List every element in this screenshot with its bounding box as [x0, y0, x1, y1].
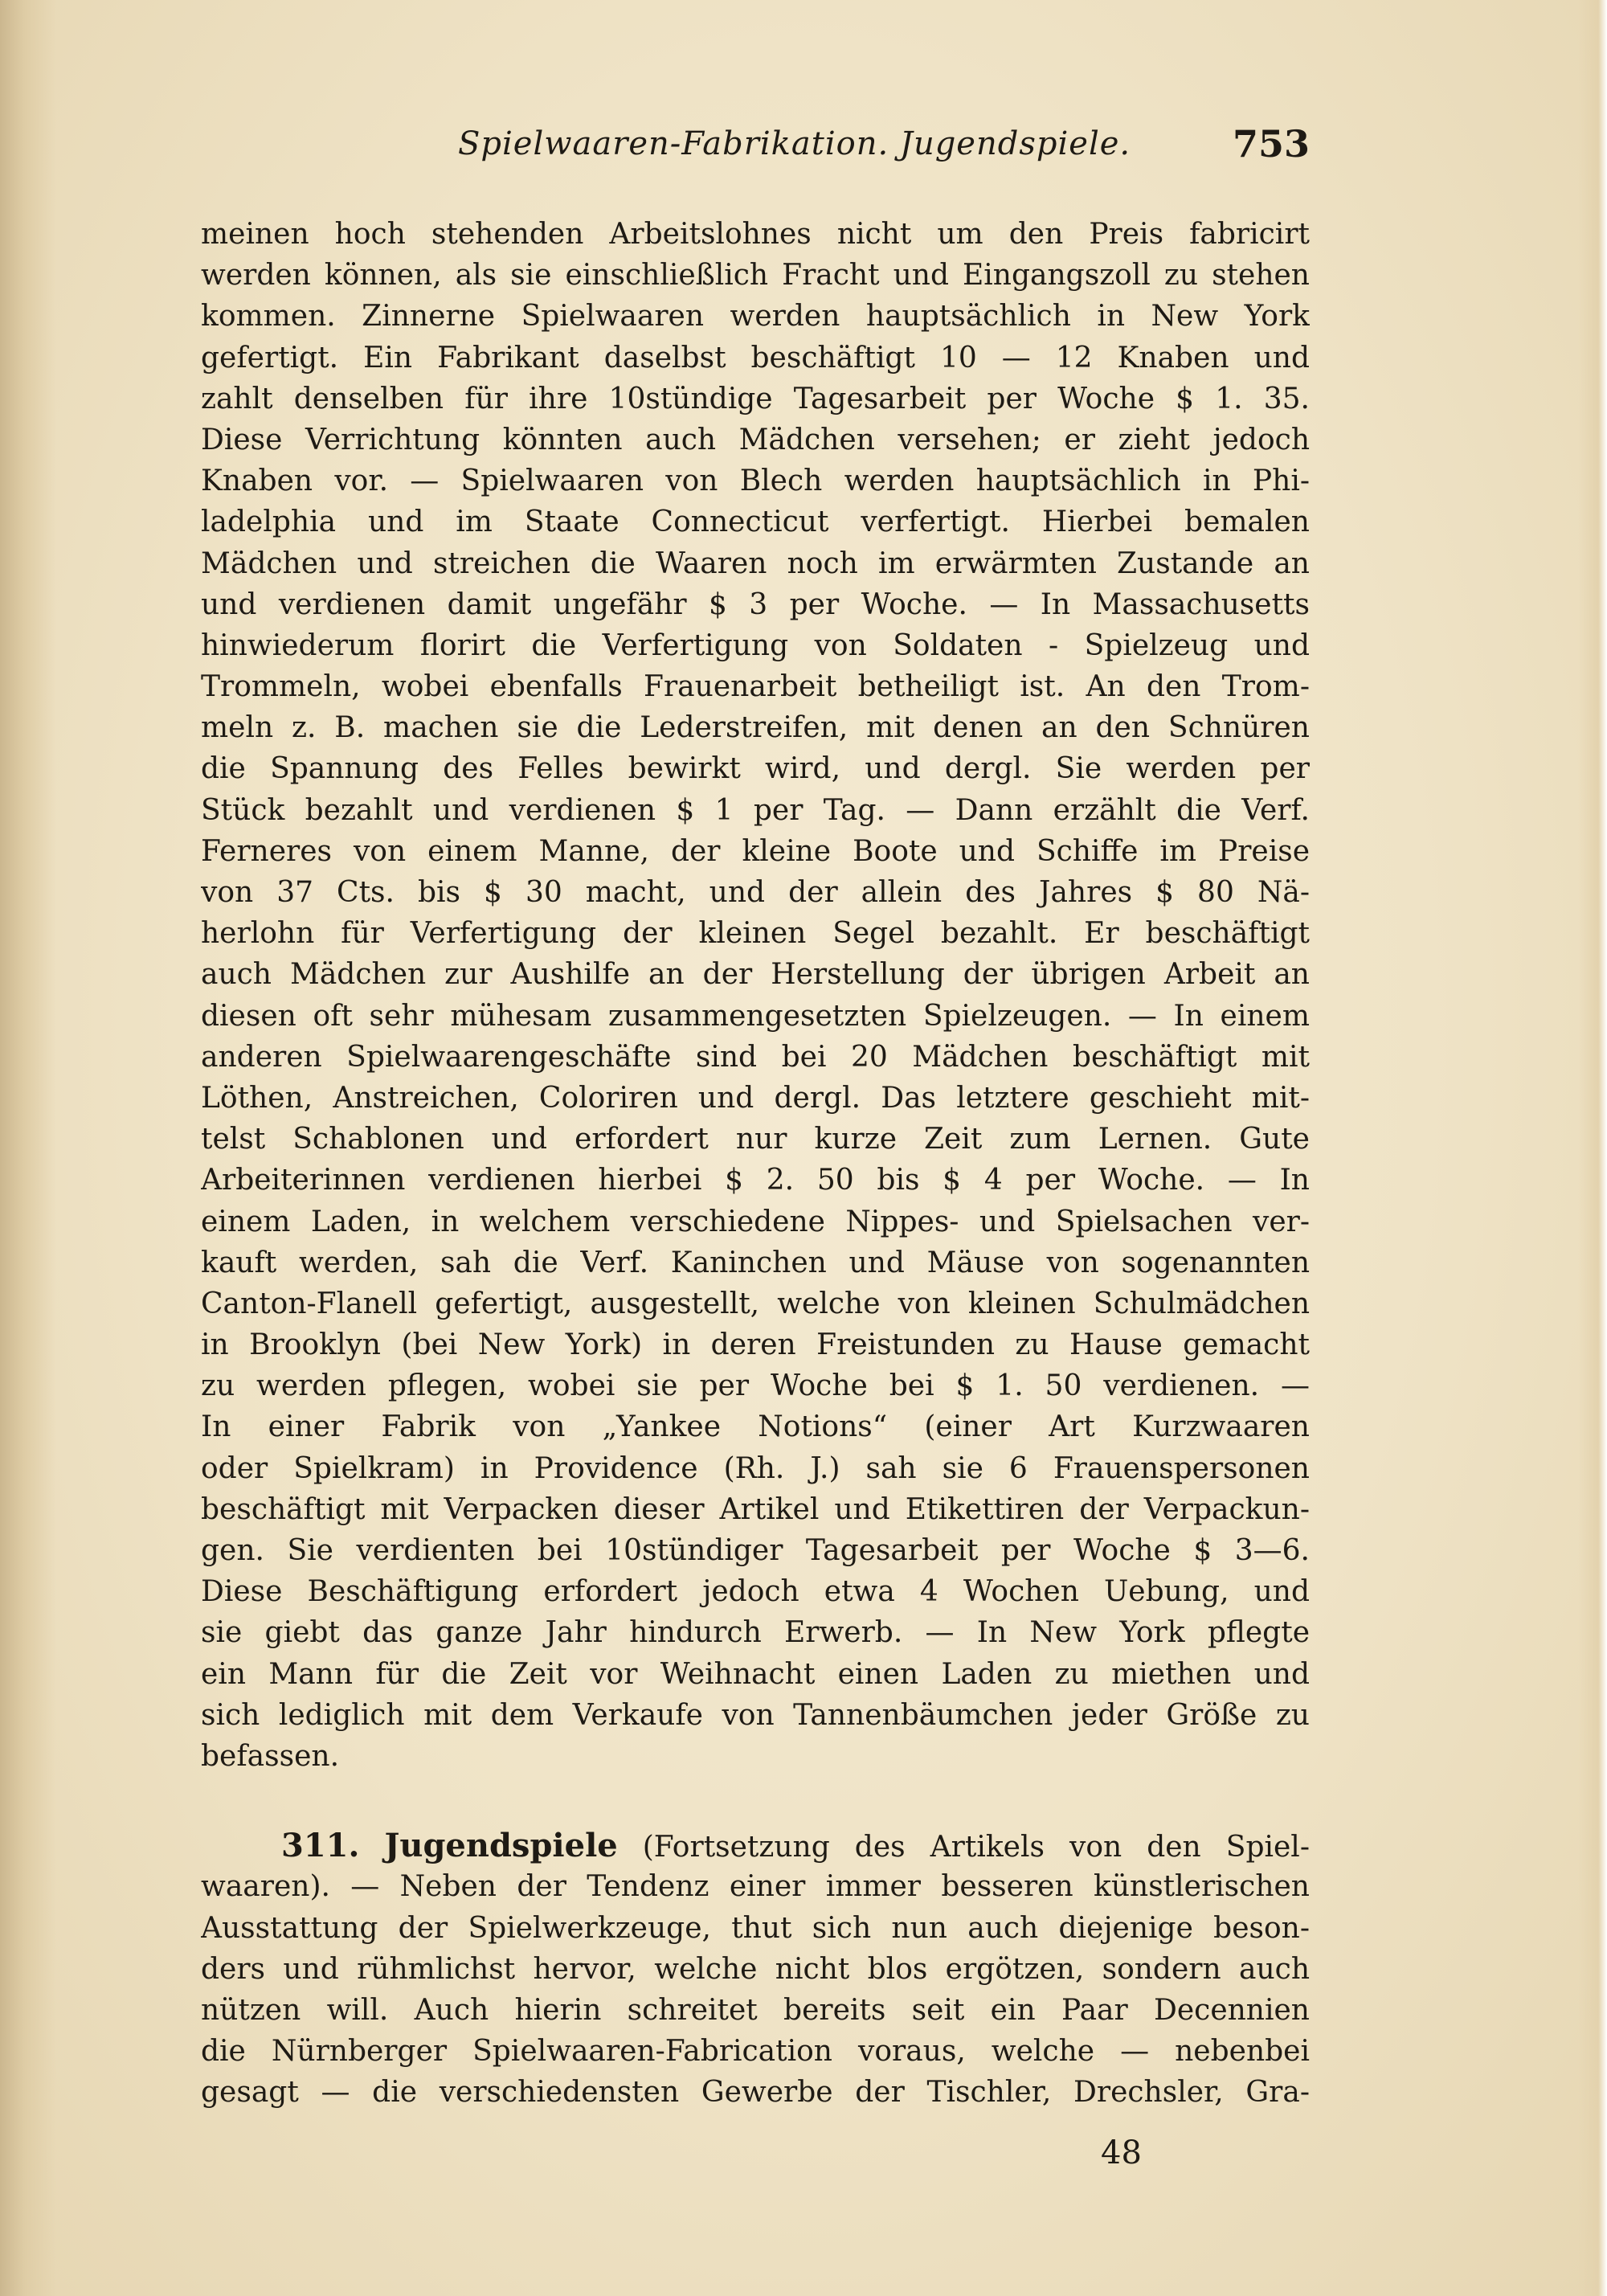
page-number: 753 — [1232, 122, 1310, 166]
text-line: waaren). — Neben der Tendenz einer immer besseren künstlerischen — [201, 1870, 1310, 1904]
gutter-shadow — [0, 0, 56, 2296]
text-line: die Spannung des Felles bewirkt wird, und dergl. Sie werden per — [201, 752, 1310, 786]
text-line: Trommeln, wobei ebenfalls Frauenarbeit betheiligt ist. An den Trom- — [201, 670, 1310, 704]
text-line: In einer Fabrik von „Yankee Notions“ (einer Art Kurzwaaren — [201, 1410, 1310, 1444]
text-line: kommen. Zinnerne Spielwaaren werden hauptsächlich in New York — [201, 300, 1310, 334]
section-title: Jugendspiele — [384, 1827, 618, 1865]
text-line: werden können, als sie einschließlich Fracht und Eingangszoll zu stehen — [201, 259, 1310, 293]
text-line: gen. Sie verdienten bei 10stündiger Tagesarbeit per Woche $ 3—6. — [201, 1534, 1310, 1567]
section-heading-line — [201, 1825, 1310, 1866]
text-line: ein Mann für die Zeit vor Weihnacht einen Laden zu miethen und — [201, 1657, 1310, 1691]
section-gap — [201, 1777, 1310, 1825]
printer-signature: 48 — [1101, 2134, 1142, 2171]
text-line: von 37 Cts. bis $ 30 macht, und der allein des Jahres $ 80 Nä- — [201, 876, 1310, 909]
text-line: sich lediglich mit dem Verkaufe von Tannenbäumchen jeder Größe zu — [201, 1698, 1310, 1732]
text-line: kauft werden, sah die Verf. Kaninchen und Mäuse von sogenannten — [201, 1246, 1310, 1279]
text-line: auch Mädchen zur Aushilfe an der Herstellung der übrigen Arbeit an — [201, 958, 1310, 992]
text-line: einem Laden, in welchem verschiedene Nippes- und Spielsachen ver- — [201, 1205, 1310, 1238]
text-line: nützen will. Auch hierin schreitet bereits seit ein Paar Decennien — [201, 1993, 1310, 2027]
text-line: herlohn für Verfertigung der kleinen Segel bezahlt. Er beschäftigt — [201, 917, 1310, 951]
text-line: sie giebt das ganze Jahr hindurch Erwerb. — In New York pflegte — [201, 1616, 1310, 1650]
text-line: hinwiederum florirt die Verfertigung von Soldaten - Spielzeug und — [201, 628, 1310, 662]
section-heading-rest: (Fortsetzung des Artikels von den Spiel- — [642, 1831, 1310, 1864]
text-line: ladelphia und im Staate Connecticut verfertigt. Hierbei bemalen — [201, 505, 1310, 539]
text-line: Knaben vor. — Spielwaaren von Blech werden hauptsächlich in Phi- — [201, 465, 1310, 498]
text-line: beschäftigt mit Verpacken dieser Artikel und Etikettiren der Verpackun- — [201, 1492, 1310, 1526]
section-number: 311. — [281, 1827, 360, 1865]
text-line: diesen oft sehr mühesam zusammengesetzten Spielzeugen. — In einem — [201, 999, 1310, 1033]
text-line: Diese Verrichtung könnten auch Mädchen versehen; er zieht jedoch — [201, 423, 1310, 456]
text-line: oder Spielkram) in Providence (Rh. J.) sah sie 6 Frauenspersonen — [201, 1451, 1310, 1485]
text-line: befassen. — [201, 1739, 340, 1773]
text-line: in Brooklyn (bei New York) in deren Freistunden zu Hause gemacht — [201, 1328, 1310, 1362]
page-edge — [1578, 0, 1607, 2296]
text-line: zu werden pflegen, wobei sie per Woche bei $ 1. 50 verdienen. — — [201, 1369, 1310, 1403]
paragraph-1 — [201, 214, 1310, 1777]
text-line: Löthen, Anstreichen, Coloriren und dergl. Das letztere geschieht mit- — [201, 1081, 1310, 1115]
header-title: Spielwaaren-Fabrikation. Jugendspiele. — [458, 125, 1131, 162]
text-line: und verdienen damit ungefähr $ 3 per Woche. — In Massachusetts — [201, 587, 1310, 621]
text-line: zahlt denselben für ihre 10stündige Tagesarbeit per Woche $ 1. 35. — [201, 382, 1310, 415]
text-line: meinen hoch stehenden Arbeitslohnes nicht um den Preis fabricirt — [201, 218, 1310, 251]
text-line: Ausstattung der Spielwerkzeuge, thut sich nun auch diejenige beson- — [201, 1911, 1310, 1945]
text-line: Canton-Flanell gefertigt, ausgestellt, welche von kleinen Schulmädchen — [201, 1287, 1310, 1320]
body-text — [201, 214, 1310, 2113]
text-line: anderen Spielwaarengeschäfte sind bei 20 Mädchen beschäftigt mit — [201, 1040, 1310, 1074]
text-line: Ferneres von einem Manne, der kleine Boote und Schiffe im Preise — [201, 834, 1310, 868]
text-line: Mädchen und streichen die Waaren noch im erwärmten Zustande an — [201, 546, 1310, 580]
text-line: ders und rühmlichst hervor, welche nicht blos ergötzen, sondern auch — [201, 1952, 1310, 1986]
text-line: Diese Beschäftigung erfordert jedoch etwa 4 Wochen Uebung, und — [201, 1575, 1310, 1609]
text-line: Stück bezahlt und verdienen $ 1 per Tag. — Dann erzählt die Verf. — [201, 793, 1310, 827]
text-line: telst Schablonen und erfordert nur kurze Zeit zum Lernen. Gute — [201, 1123, 1310, 1156]
running-header — [201, 122, 1310, 170]
section-311 — [201, 1825, 1310, 2113]
text-line: gefertigt. Ein Fabrikant daselbst beschäftigt 10 — 12 Knaben und — [201, 341, 1310, 374]
text-line: die Nürnberger Spielwaaren-Fabrication voraus, welche — nebenbei — [201, 2035, 1310, 2069]
text-line: meln z. B. machen sie die Lederstreifen, mit denen an den Schnüren — [201, 711, 1310, 745]
text-line: gesagt — die verschiedensten Gewerbe der Tischler, Drechsler, Gra- — [201, 2076, 1310, 2110]
text-line: Arbeiterinnen verdienen hierbei $ 2. 50 bis $ 4 per Woche. — In — [201, 1164, 1310, 1197]
